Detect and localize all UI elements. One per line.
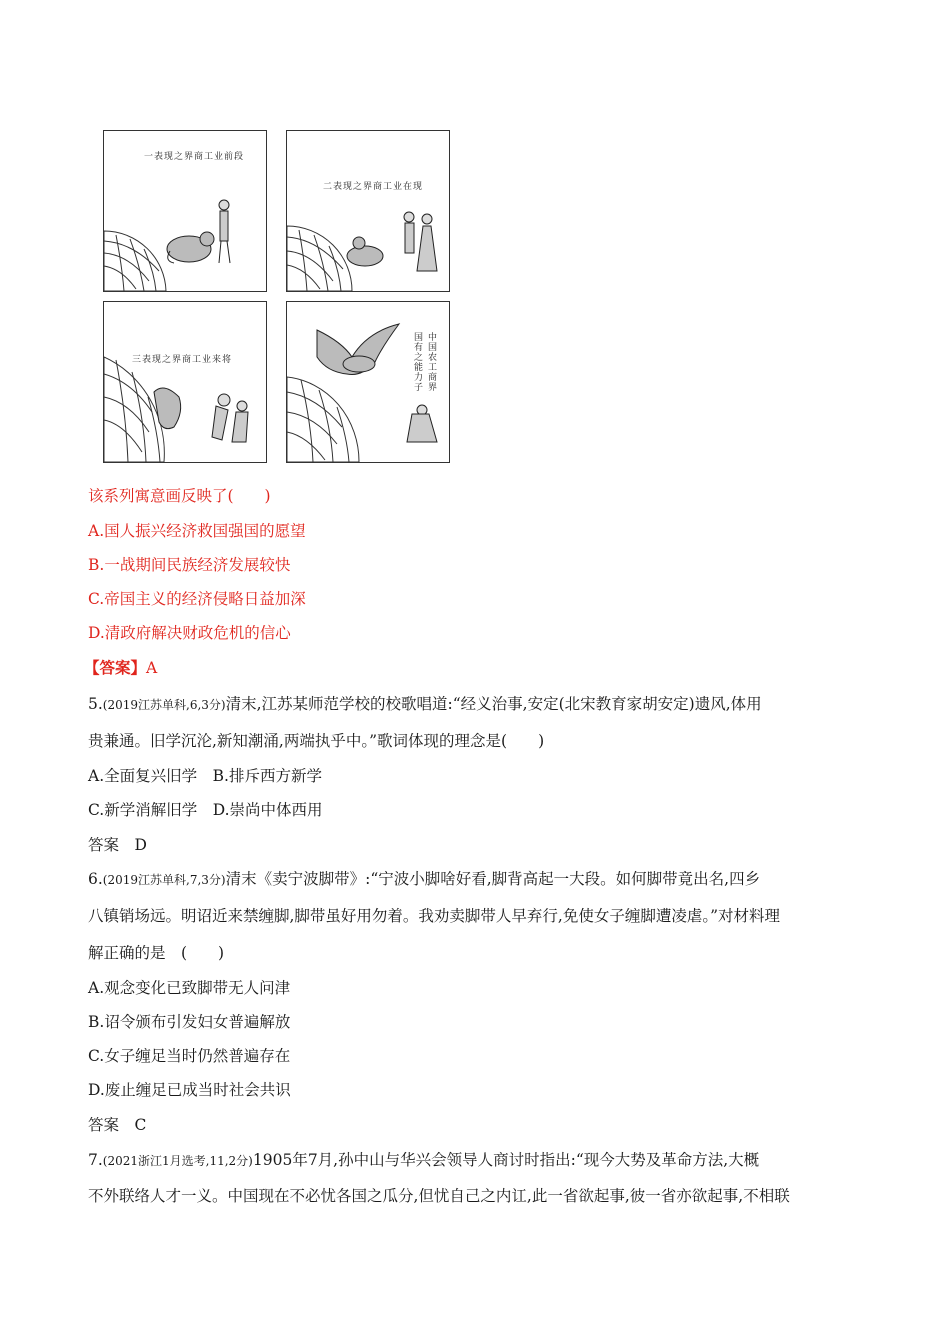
- panel-4-caption-right: 中国农工商界: [426, 332, 436, 392]
- q6-line-1: [88, 869, 760, 890]
- q4-answer-label: 【答案】: [84, 658, 147, 677]
- q6-option-c: C.女子缠足当时仍然普遍存在: [88, 1047, 291, 1065]
- q4-option-a: A.国人振兴经济救国强国的愿望: [88, 522, 306, 540]
- q5-options-row-1: A.全面复兴旧学 B.排斥西方新学: [88, 767, 322, 785]
- q7-line-1: [88, 1150, 759, 1171]
- q6-option-b: B.诏令颁布引发妇女普遍解放: [88, 1013, 291, 1031]
- globe-leaping-tiger-illustration: [104, 302, 266, 462]
- panel-2-caption: 二表现之界商工业在现: [323, 182, 424, 192]
- q5-source: (2019江苏单科,6,3分): [102, 698, 226, 712]
- q4-answer-value: A: [146, 659, 158, 677]
- q5-options-row-2: C.新学消解旧学 D.崇尚中体西用: [88, 801, 323, 819]
- q5-text-1: 清末,江苏某师范学校的校歌唱道:“经义治事,安定(北宋教育家胡安定)遗风,体用: [225, 695, 762, 713]
- q7-number: 7.: [88, 1151, 103, 1169]
- q5-line-2: 贵兼通。旧学沉沦,新知潮涌,两端执乎中。”歌词体现的理念是( ): [88, 732, 545, 750]
- q6-option-d: D.废止缠足已成当时社会共识: [88, 1081, 291, 1099]
- q5-number: 5.: [88, 695, 103, 713]
- figure-panel-3: [103, 301, 267, 463]
- q4-answer: [84, 658, 157, 678]
- q6-text-1: 清末《卖宁波脚带》:“宁波小脚啥好看,脚背高起一大段。如何脚带竟出名,四乡: [225, 870, 761, 888]
- q6-line-2: 八镇销场远。明诏近来禁缠脚,脚带虽好用勿着。我劝卖脚带人早弃行,免使女子缠脚遭凌虐。”对材料理: [88, 907, 781, 925]
- q5-answer: 答案 D: [88, 836, 147, 854]
- panel-1-caption: 一表现之界商工业前段: [144, 152, 245, 162]
- figure-panel-2: [286, 130, 450, 292]
- q6-number: 6.: [88, 870, 103, 888]
- q7-text-1: 1905年7月,孙中山与华兴会领导人商讨时指出:“现今大势及革命方法,大概: [252, 1151, 760, 1169]
- q4-option-d: D.清政府解决财政危机的信心: [88, 624, 291, 642]
- q6-answer: 答案 C: [88, 1116, 147, 1134]
- q4-option-c: C.帝国主义的经济侵略日益加深: [88, 590, 306, 608]
- q4-stem: 该系列寓意画反映了( ): [88, 487, 271, 505]
- q6-line-3: 解正确的是 ( ): [88, 944, 225, 962]
- panel-4-caption-left: 国有之能力子: [412, 332, 422, 392]
- panel-3-caption: 三表现之界商工业来将: [132, 355, 233, 365]
- q4-option-b: B.一战期间民族经济发展较快: [88, 556, 291, 574]
- q7-line-2: 不外联络人才一义。中国现在不必忧各国之瓜分,但忧自己之内讧,此一省欲起事,彼一省亦欲起事,不相联: [88, 1187, 790, 1205]
- q6-option-a: A.观念变化已致脚带无人问津: [88, 979, 291, 997]
- q7-source: (2021浙江1月选考,11,2分): [102, 1154, 253, 1168]
- q6-source: (2019江苏单科,7,3分): [102, 873, 226, 887]
- q5-line-1: [88, 694, 762, 715]
- figure-panel-4: [286, 301, 450, 463]
- globe-tiger-figures-illustration: [287, 131, 449, 291]
- figure-panel-1: [103, 130, 267, 292]
